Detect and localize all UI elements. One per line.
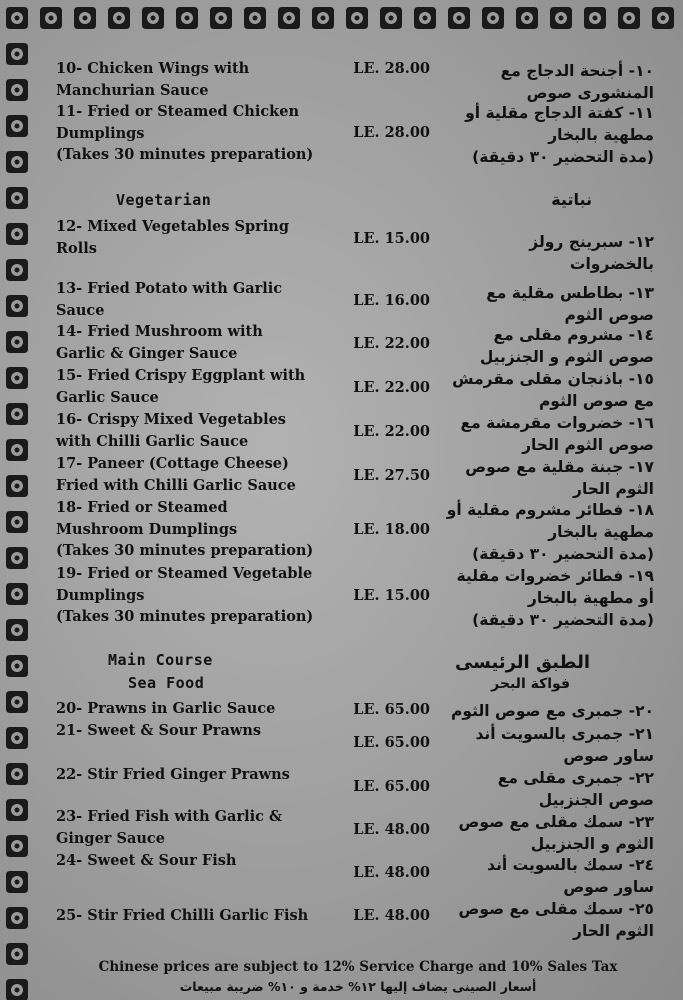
- menu-item-price: LE. 48.00: [353, 864, 430, 881]
- menu-item-name: 16- Crispy Mixed Vegetables with Chilli Garlic Sauce: [56, 411, 286, 450]
- menu-content: [38, 36, 678, 1000]
- menu-item-name-arabic: ١٠- أجنحة الدجاج مع المنشورى صوص: [500, 62, 654, 102]
- menu-item-name-arabic: ٢٥- سمك مقلى مع صوص الثوم الحار: [458, 900, 654, 940]
- menu-item-name: 21- Sweet & Sour Prawns: [56, 722, 262, 739]
- menu-item-name-arabic: ٢١- جمبرى بالسويت أند ساور صوص: [475, 725, 654, 765]
- menu-item-name-arabic: ١٨- فطائر مشروم مقلية أو مطهية بالبخار (مدة التحضير ٣٠ دقيقة): [446, 501, 654, 563]
- ornament-icon: [36, 3, 66, 33]
- ornament-icon: [274, 3, 304, 33]
- menu-item-name: 10- Chicken Wings with Manchurian Sauce: [56, 60, 250, 99]
- ornament-icon: [2, 399, 32, 429]
- ornament-icon: [376, 3, 406, 33]
- menu-item-price: LE. 65.00: [353, 701, 430, 718]
- ornament-icon: [2, 219, 32, 249]
- menu-item-name: 24- Sweet & Sour Fish: [56, 852, 237, 869]
- section-heading-sea-food: Sea Food: [128, 674, 205, 692]
- ornament-icon: [2, 255, 32, 285]
- ornament-icon: [2, 471, 32, 501]
- ornament-icon: [70, 3, 100, 33]
- ornament-icon: [410, 3, 440, 33]
- ornament-icon: [2, 723, 32, 753]
- ornament-icon: [478, 3, 508, 33]
- menu-item-name-arabic: ١١- كفتة الدجاج مقلية أو مطهية بالبخار (مدة التحضير ٣٠ دقيقة): [465, 104, 654, 166]
- menu-item-name-arabic: ١٦- خضروات مقرمشة مع صوص الثوم الحار: [460, 414, 654, 454]
- menu-item-name-arabic: ١٩- فطائر خضروات مقلية أو مطهية بالبخار (مدة التحضير ٣٠ دقيقة): [456, 567, 654, 629]
- menu-item-name-arabic: ٢٤- سمك بالسويت أند ساور صوص: [487, 856, 654, 896]
- menu-item-name: 19- Fried or Steamed Vegetable Dumplings (Takes 30 minutes preparation): [56, 565, 314, 625]
- menu-item-name: 11- Fried or Steamed Chicken Dumplings (Takes 30 minutes preparation): [56, 103, 314, 163]
- menu-item-name-arabic: ٢٣- سمك مقلى مع صوص الثوم و الجنزبيل: [458, 813, 654, 853]
- ornament-icon: [580, 3, 610, 33]
- ornament-icon: [2, 651, 32, 681]
- menu-item-name-arabic: ١٥- باذنجان مقلى مقرمش مع صوص الثوم: [452, 370, 654, 410]
- ornament-icon: [172, 3, 202, 33]
- ornament-icon: [2, 291, 32, 321]
- ornament-icon: [2, 327, 32, 357]
- ornament-icon: [512, 3, 542, 33]
- menu-item-price: LE. 65.00: [353, 778, 430, 795]
- menu-item-name: 13- Fried Potato with Garlic Sauce: [56, 280, 283, 319]
- menu-item-name-arabic: ٢٢- جمبرى مقلى مع صوص الجنزبيل: [497, 769, 654, 809]
- menu-item-price: LE. 65.00: [353, 734, 430, 751]
- tax-note-arabic: أسعار الصينى يضاف إليها ١٢% خدمة و ١٠% ضريبة مبيعات: [179, 979, 537, 994]
- ornament-icon: [2, 75, 32, 105]
- menu-item-price: LE. 18.00: [353, 521, 430, 538]
- ornament-icon: [342, 3, 372, 33]
- menu-item-name: 18- Fried or Steamed Mushroom Dumplings (Takes 30 minutes preparation): [56, 499, 314, 559]
- menu-item-price: LE. 28.00: [353, 60, 430, 77]
- section-heading-vegetarian: Vegetarian: [116, 191, 212, 209]
- ornament-icon: [2, 795, 32, 825]
- menu-item-name-arabic: ٢٠- جمبرى مع صوص الثوم: [451, 702, 654, 720]
- menu-item-price: LE. 16.00: [353, 292, 430, 309]
- ornament-icon: [2, 147, 32, 177]
- menu-item-name: 22- Stir Fried Ginger Prawns: [56, 766, 290, 783]
- menu-item-name-arabic: ١٢- سبرينج رولز بالخضروات: [529, 233, 654, 273]
- ornament-icon: [648, 3, 678, 33]
- menu-item-name-arabic: ١٣- بطاطس مقلية مع صوص الثوم: [486, 284, 654, 324]
- ornament-icon: [206, 3, 236, 33]
- ornament-icon: [2, 39, 32, 69]
- ornament-icon: [2, 3, 32, 33]
- section-heading-main-course-arabic: الطبق الرئيسى: [454, 652, 590, 673]
- ornament-icon: [2, 507, 32, 537]
- menu-item-name: 15- Fried Crispy Eggplant with Garlic Sauce: [56, 367, 306, 406]
- menu-item-name: 23- Fried Fish with Garlic & Ginger Sauce: [56, 808, 283, 847]
- menu-item-name-arabic: ١٤- مشروم مقلى مع صوص الثوم و الجنزبيل: [479, 326, 654, 366]
- menu-item-name-arabic: ١٧- جبنة مقلية مع صوص الثوم الحار: [465, 458, 654, 498]
- section-heading-sea-food-arabic: فواكة البحر: [491, 676, 570, 692]
- menu-item-name: 14- Fried Mushroom with Garlic & Ginger Sauce: [56, 323, 263, 362]
- menu-item-name: 25- Stir Fried Chilli Garlic Fish: [56, 907, 309, 924]
- menu-item-price: LE. 22.00: [353, 423, 430, 440]
- ornament-icon: [2, 363, 32, 393]
- menu-item-name: 12- Mixed Vegetables Spring Rolls: [56, 218, 289, 257]
- menu-item-price: LE. 15.00: [353, 587, 430, 604]
- menu-item-name: 20- Prawns in Garlic Sauce: [56, 700, 276, 717]
- ornament-icon: [2, 831, 32, 861]
- menu-item-price: LE. 48.00: [353, 907, 430, 924]
- ornament-icon: [2, 687, 32, 717]
- ornament-icon: [614, 3, 644, 33]
- ornament-icon: [2, 435, 32, 465]
- menu-item-price: LE. 28.00: [353, 124, 430, 141]
- ornament-icon: [2, 903, 32, 933]
- ornament-icon: [2, 615, 32, 645]
- ornament-icon: [308, 3, 338, 33]
- decorative-border-left: [0, 36, 38, 1000]
- ornament-icon: [2, 543, 32, 573]
- ornament-icon: [104, 3, 134, 33]
- menu-item-price: LE. 27.50: [353, 467, 430, 484]
- ornament-icon: [2, 579, 32, 609]
- ornament-icon: [240, 3, 270, 33]
- menu-item-price: LE. 48.00: [353, 821, 430, 838]
- ornament-icon: [444, 3, 474, 33]
- menu-item-price: LE. 22.00: [353, 335, 430, 352]
- ornament-icon: [2, 111, 32, 141]
- decorative-border-top: [0, 0, 683, 36]
- ornament-icon: [2, 183, 32, 213]
- ornament-icon: [138, 3, 168, 33]
- section-heading-vegetarian-arabic: نباتية: [551, 190, 592, 209]
- ornament-icon: [2, 759, 32, 789]
- menu-item-price: LE. 15.00: [353, 230, 430, 247]
- tax-note: Chinese prices are subject to 12% Service Charge and 10% Sales Tax: [98, 959, 618, 975]
- ornament-icon: [546, 3, 576, 33]
- menu-item-name: 17- Paneer (Cottage Cheese) Fried with Chilli Garlic Sauce: [56, 455, 296, 494]
- ornament-icon: [2, 939, 32, 969]
- ornament-icon: [2, 867, 32, 897]
- section-heading-main-course: Main Course: [108, 651, 213, 669]
- menu-item-price: LE. 22.00: [353, 379, 430, 396]
- ornament-icon: [2, 975, 32, 1000]
